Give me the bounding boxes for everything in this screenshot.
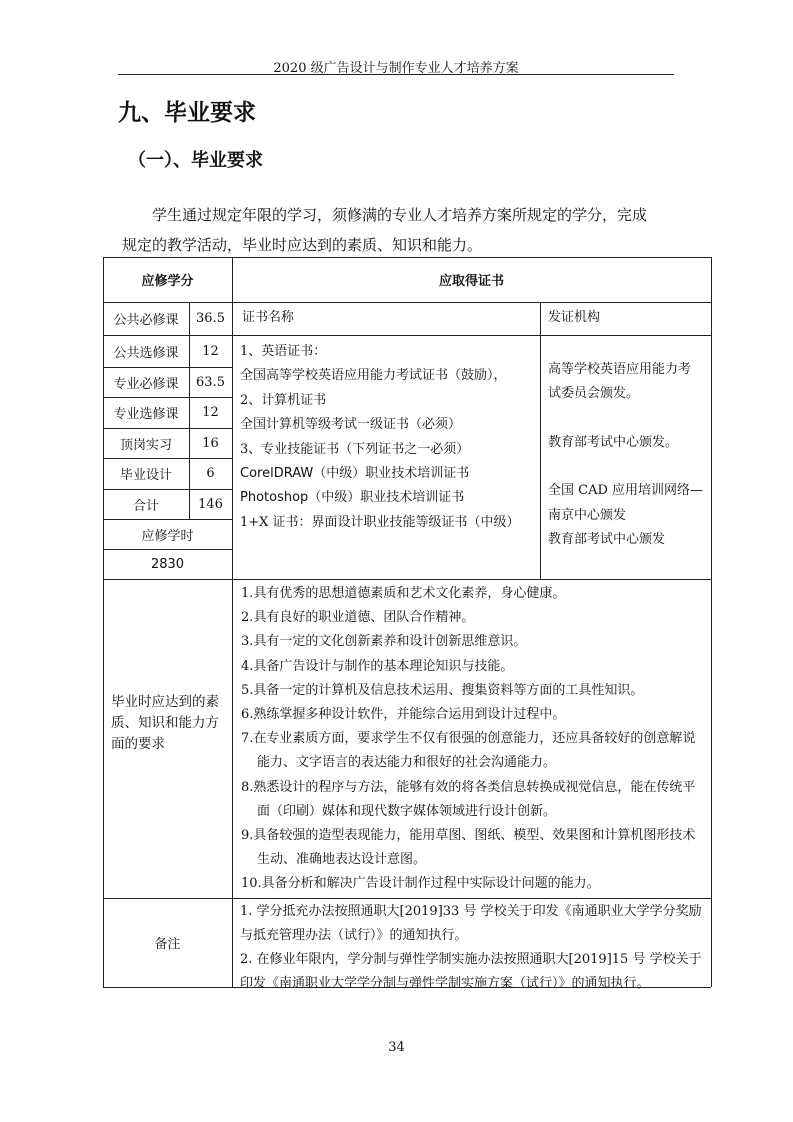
requirement-item: 5.具备一定的计算机及信息技术运用、搜集资料等方面的工具性知识。 xyxy=(241,682,644,698)
credit-label: 公共选修课 xyxy=(113,345,179,361)
requirement-item: 8.熟悉设计的程序与方法，能够有效的将各类信息转换成视觉信息，能在传统平面（印刷）媒体和现代数字媒体领域进行设计创新。 xyxy=(241,779,696,819)
issuer-line: 全国 CAD 应用培训网络— xyxy=(548,483,704,499)
credit-value: 12 xyxy=(202,343,219,359)
cert-line: 1+X 证书：界面设计职业技能等级证书（中级） xyxy=(240,514,520,530)
cert-line: 3、专业技能证书（下列证书之一必须） xyxy=(240,441,470,457)
issuer-line: 试委员会颁发。 xyxy=(548,386,640,402)
requirement-item: 3.具有一定的文化创新素养和设计创新思维意识。 xyxy=(241,634,527,650)
requirement-item: 2.具有良好的职业道德、团队合作精神。 xyxy=(241,610,475,626)
running-header: 2020 级广告设计与制作专业人才培养方案 xyxy=(273,61,519,76)
requirements-row-label: 毕业时应达到的素质、知识和能力方面的要求 xyxy=(111,694,219,752)
certificates-column-header: 应取得证书 xyxy=(438,274,504,289)
cert-name-header: 证书名称 xyxy=(242,310,295,325)
requirements-list xyxy=(241,582,707,896)
credit-value: 146 xyxy=(198,496,223,512)
note-item: 2. 在修业年限内，学分制与弹性学制实施办法按照通职大[2019]15 号 学校关于印发《南通职业大学学分制与弹性学制实施方案（试行）》的通知执行。 xyxy=(240,952,702,991)
table-rule xyxy=(232,257,233,987)
issuer-line: 教育部考试中心颁发。 xyxy=(548,434,679,450)
credit-label: 公共必修课 xyxy=(113,313,179,328)
requirement-item: 1.具有优秀的思想道德素质和艺术文化素养，身心健康。 xyxy=(241,586,566,601)
page-number: 34 xyxy=(388,1040,405,1055)
hours-value: 2830 xyxy=(150,556,185,572)
note-item: 1. 学分抵充办法按照通职大[2019]33 号 学校关于印发《南通职业大学学分奖励与抵充管理办法（试行）》的通知执行。 xyxy=(240,904,702,943)
issuer-line: 教育部考试中心颁发 xyxy=(548,532,666,548)
cert-line: 全国计算机等级考试一级证书（必须） xyxy=(240,417,462,433)
cert-line: 2、计算机证书 xyxy=(240,392,327,408)
credit-value: 12 xyxy=(202,405,219,420)
credit-value: 63.5 xyxy=(196,374,225,390)
issuer-line: 高等学校英语应用能力考 xyxy=(548,362,692,377)
credit-label: 合计 xyxy=(132,498,159,514)
credit-value: 6 xyxy=(206,466,215,481)
hours-label: 应修学时 xyxy=(141,528,194,544)
cert-org-header: 发证机构 xyxy=(548,310,601,325)
header-rule xyxy=(118,74,674,75)
requirement-item: 6.熟练掌握多种设计软件，并能综合运用到设计过程中。 xyxy=(241,707,566,723)
requirement-item: 7.在专业素质方面，要求学生不仅有很强的创意能力，还应具备较好的创意解说能力、文字语言的表达能力和很好的社会沟通能力。 xyxy=(241,731,696,771)
requirement-item: 9.具备较强的造型表现能力，能用草图、图纸、模型、效果图和计算机图形技术生动、准确地表达设计意图。 xyxy=(241,828,696,868)
credit-label: 顶岗实习 xyxy=(119,437,172,453)
intro-line-1: 学生通过规定年限的学习，须修满的专业人才培养方案所规定的学分，完成 xyxy=(152,206,648,224)
section-subheading: （一）、毕业要求 xyxy=(128,150,263,171)
issuer-line: 南京中心颁发 xyxy=(548,507,627,523)
cert-line: 1、英语证书： xyxy=(240,344,327,359)
issuer-list xyxy=(548,358,708,568)
credit-label: 专业选修课 xyxy=(113,407,179,422)
cert-line: 全国高等学校英语应用能力考试证书（鼓励）， xyxy=(240,368,507,384)
requirement-item: 4.具备广告设计与制作的基本理论知识与技能。 xyxy=(241,658,514,674)
intro-paragraph xyxy=(122,200,688,260)
credits-column-header: 应修学分 xyxy=(141,274,194,289)
table-rule xyxy=(540,302,541,579)
requirement-item: 10.具备分析和解决广告设计制作过程中实际设计问题的能力。 xyxy=(241,876,600,892)
table-rule xyxy=(103,579,711,580)
certificate-list xyxy=(240,340,538,576)
notes-row-label: 备注 xyxy=(154,937,181,952)
intro-line-2: 规定的教学活动，毕业时应达到的素质、知识和能力。 xyxy=(122,236,483,254)
credit-value: 16 xyxy=(202,435,219,451)
credit-label: 毕业设计 xyxy=(119,468,172,483)
cert-line: CorelDRAW（中级）职业技术培训证书 xyxy=(240,466,470,482)
cert-line: Photoshop（中级）职业技术培训证书 xyxy=(240,490,465,506)
notes-list xyxy=(240,900,708,991)
section-heading: 九、毕业要求 xyxy=(118,100,256,126)
credit-label: 专业必修课 xyxy=(113,376,179,392)
credit-value: 36.5 xyxy=(196,311,225,326)
table-border-right xyxy=(711,257,712,987)
table-rule xyxy=(232,335,711,336)
